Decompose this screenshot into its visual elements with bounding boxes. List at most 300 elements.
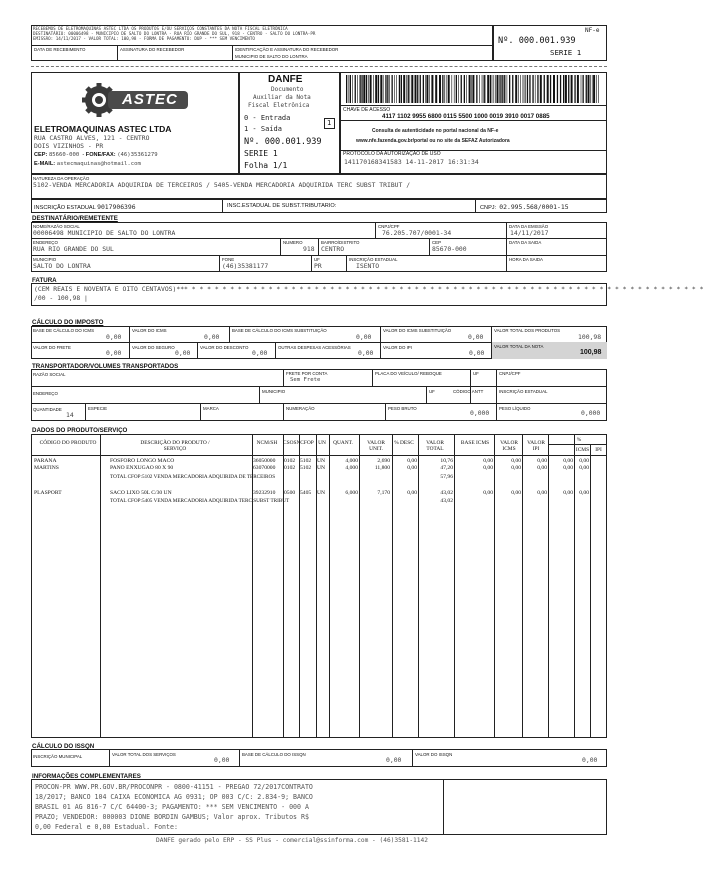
transport-v10 xyxy=(385,403,386,421)
col-cfop-header: CFOP xyxy=(300,440,314,446)
col-desc-pct-header: % DESC xyxy=(394,440,414,446)
barcode-bar xyxy=(373,75,374,103)
ie-label: INSCRIÇÃO ESTADUAL xyxy=(34,205,96,211)
extra-section: INFORMAÇÕES COMPLEMENTARES xyxy=(32,773,141,780)
product-cell-un: UN xyxy=(317,490,326,496)
barcode-bar xyxy=(590,75,591,103)
emitter-email-line xyxy=(34,161,141,167)
products-column-line xyxy=(494,434,495,738)
transport-city-label: MUNICIPIO xyxy=(262,389,286,394)
emitter-name: ELETROMAQUINAS ASTEC LTDA xyxy=(34,124,172,134)
ie-vdiv-1 xyxy=(222,199,223,213)
barcode-bar xyxy=(532,75,533,103)
extra-vdiv xyxy=(443,779,444,835)
tax-other-label: OUTRAS DESPESAS ACESSÓRIAS xyxy=(278,345,351,350)
barcode-bar xyxy=(483,75,484,103)
col-base-header: BASE ICMS xyxy=(460,440,490,446)
issqn-v1 xyxy=(109,749,110,767)
product-cell-code: PARANA xyxy=(34,458,57,464)
products-header-line xyxy=(31,455,607,456)
emitter-cep-line: CEP: 85660-000 - FONE/FAX: (46)35361279 xyxy=(34,152,158,158)
barcode xyxy=(344,75,602,103)
recipient-cnpj-label: CNPJ/CPF xyxy=(378,224,400,229)
barcode-bar xyxy=(456,75,457,103)
barcode-bar xyxy=(583,75,584,103)
barcode-bar xyxy=(380,75,382,103)
nature-label: NATUREZA DA OPERAÇÃO xyxy=(33,176,90,181)
barcode-bar xyxy=(479,75,480,103)
tax-insurance-label: VALOR DO SEGURO xyxy=(132,345,175,350)
barcode-bar xyxy=(497,75,499,103)
transport-v6 xyxy=(426,386,427,403)
barcode-bar xyxy=(350,75,351,103)
barcode-bar xyxy=(500,75,501,103)
barcode-bar xyxy=(461,75,462,103)
tax-icms-label: VALOR DO ICMS xyxy=(132,328,167,333)
barcode-bar xyxy=(547,75,549,103)
barcode-bar xyxy=(368,75,369,103)
product-cell-cst: 0102 xyxy=(284,465,296,471)
danfe-serie: SERIE 1 xyxy=(244,149,278,158)
barcode-bar xyxy=(523,75,524,103)
recipient-address-label: ENDEREÇO xyxy=(33,240,58,245)
recipient-ie: ISENTO xyxy=(356,262,380,270)
barcode-bar xyxy=(544,75,545,103)
transport-gross-label: PESO BRUTO xyxy=(388,406,417,411)
product-cell-cst: 0102 xyxy=(284,458,296,464)
barcode-bar xyxy=(346,75,347,103)
barcode-bar xyxy=(515,75,517,103)
recipient-v2 xyxy=(506,222,507,272)
barcode-bar xyxy=(472,75,474,103)
receipt-vdiv-1 xyxy=(117,45,118,61)
barcode-bar xyxy=(389,75,390,103)
cnpj-label: CNPJ: xyxy=(480,205,497,211)
barcode-bar xyxy=(446,75,447,103)
recipient-exit-label: DATA DA SAIDA xyxy=(509,240,542,245)
barcode-bar xyxy=(423,75,424,103)
tax-total-label: VALOR TOTAL DA NOTA xyxy=(494,344,544,349)
barcode-bar xyxy=(444,75,445,103)
tax-base-st-label: BASE DE CÁLCULO DO ICMS SUBSTITUIÇÃO xyxy=(232,328,327,333)
barcode-bar xyxy=(366,75,367,103)
recipient-v4 xyxy=(318,238,319,255)
transport-v4 xyxy=(496,369,497,403)
products-section: DADOS DO PRODUTO/SERVIÇO xyxy=(32,427,128,434)
danfe-line1: Documento xyxy=(271,86,304,93)
issqn-base-label: BASE DE CÁLCULO DO ISSQN xyxy=(242,752,306,757)
product-cell-unit: 2,690 xyxy=(377,458,390,464)
tax-other: 0,00 xyxy=(358,349,374,357)
invoice-line2: /00 - 100,98 | xyxy=(34,294,88,302)
issqn-v2 xyxy=(239,749,240,767)
recipient-cep: 85670-000 xyxy=(432,245,467,253)
tax-section: CÁLCULO DO IMPOSTO xyxy=(32,319,104,326)
product-cell-cfop: 5405 xyxy=(300,490,312,496)
col-un-header: UN xyxy=(318,440,326,446)
receipt-divider xyxy=(31,45,493,46)
barcode-bar xyxy=(577,75,579,103)
barcode-bar xyxy=(410,75,411,103)
transport-cnpj-label: CNPJ/CPF xyxy=(499,371,521,376)
barcode-bar xyxy=(394,75,395,103)
product-cell-cfop: 5102 xyxy=(300,465,312,471)
barcode-bar xyxy=(399,75,400,103)
product-cell-ncm: 63070000 xyxy=(253,465,276,471)
receipt-text-line2: DESTINATÁRIO: 00006498 - MUNICIPIO DE SALTO DO LONTRA - RUA RIO GRANDE DO SUL, 918 - CENTRO - SALTO DO LONTRA-PR xyxy=(33,31,316,36)
col-picms-header: ICMS xyxy=(575,447,590,453)
protocol-value: 141170168341583 14-11-2017 16:31:34 xyxy=(344,158,479,166)
barcode-bar xyxy=(349,75,350,103)
tax-ipi: 0,00 xyxy=(469,349,485,357)
product-cell-pipi: 0,00 xyxy=(579,458,589,464)
transport-v7 xyxy=(85,403,86,421)
barcode-bar xyxy=(504,75,505,103)
product-cell-base: 0,00 xyxy=(483,465,493,471)
recipient-emission-label: DATA DA EMISSÃO xyxy=(509,224,549,229)
product-cell-total: 47,20 xyxy=(440,465,453,471)
ie-value: 9017906396 xyxy=(97,203,136,211)
recipient-number-label: NUMERO xyxy=(283,240,303,245)
barcode-bar xyxy=(361,75,362,103)
product-cell-total: 57,96 xyxy=(440,474,453,480)
invoice-line1: (CEM REAIS E NOVENTA E OITO CENTAVOS)*** * * * * * * * * * * * * * * * * * * * * * * * * * * * * * * * * * * * * * * * * * * * * * * * * * * * * * * * * * * * * * * * * * * * xyxy=(34,285,703,293)
barcode-bar xyxy=(411,75,413,103)
barcode-bar xyxy=(425,75,426,103)
barcode-bar xyxy=(448,75,450,103)
access-key-label: CHAVE DE ACESSO xyxy=(343,107,391,113)
receipt-ident-value: MUNICIPIO DE SALTO DO LONTRA xyxy=(235,54,308,59)
extra-line5: 0,00 Federal e 0,00 Estadual. Fonte: xyxy=(35,823,178,831)
extra-line1: PROCON-PR WWW.PR.GOV.BR/PROCONPR - 0800-41151 - PREGAO 72/2017CONTRATO xyxy=(35,783,313,791)
barcode-bar xyxy=(363,75,365,103)
transport-section: TRANSPORTADOR/VOLUMES TRANSPORTADOS xyxy=(32,363,179,370)
product-cell-icms: 0,00 xyxy=(511,458,521,464)
danfe-folha: Folha 1/1 xyxy=(244,161,288,170)
barcode-bar xyxy=(494,75,495,103)
product-cell-ipi: 0,00 xyxy=(537,465,547,471)
transport-net-label: PESO LÍQUIDO xyxy=(499,406,531,411)
barcode-bar xyxy=(352,75,353,103)
barcode-bar xyxy=(563,75,564,103)
emitter-cep: 85660-000 xyxy=(48,152,80,158)
barcode-bar xyxy=(385,75,386,103)
barcode-bar xyxy=(383,75,384,103)
recipient-hl-1 xyxy=(31,238,607,239)
recipient-hl-2 xyxy=(31,255,607,256)
barcode-bar xyxy=(392,75,393,103)
barcode-bar xyxy=(420,75,421,103)
barcode-bar xyxy=(593,75,595,103)
product-cell-cst: 0500 xyxy=(284,490,296,496)
col-code-header: CÓDIGO DO PRODUTO xyxy=(39,440,97,446)
tax-ipi-label: VALOR DO IPI xyxy=(383,345,412,350)
recipient-v1 xyxy=(375,222,376,238)
barcode-bar xyxy=(370,75,372,103)
product-cell-total: 10,76 xyxy=(440,458,453,464)
barcode-bar xyxy=(581,75,582,103)
tax-v8 xyxy=(380,342,381,359)
transport-name-label: RAZÃO SOCIAL xyxy=(33,372,66,377)
transport-v8 xyxy=(200,403,201,421)
receipt-text xyxy=(33,26,488,41)
recipient-phone-label: FONE xyxy=(222,257,235,262)
tax-v1 xyxy=(129,326,130,342)
products-column-line xyxy=(574,434,575,738)
danfe-number: Nº. 000.001.939 xyxy=(244,137,322,147)
barcode-bar xyxy=(557,75,558,103)
barcode-bar xyxy=(471,75,472,103)
product-cell-qty: 4,000 xyxy=(345,465,358,471)
product-cell-un: UN xyxy=(317,458,326,464)
transport-freight-label: FRETE POR CONTA xyxy=(286,371,328,376)
product-cell-ncm: 39232910 xyxy=(253,490,276,496)
tax-freight: 0,00 xyxy=(106,349,122,357)
recipient-address: RUA RIO GRANDE DO SUL xyxy=(33,245,114,253)
barcode-bar xyxy=(469,75,471,103)
recipient-cnpj: 76.205.707/0001-34 xyxy=(382,229,452,237)
recipient-name: 00006498 MUNICIPIO DE SALTO DO LONTRA xyxy=(33,229,176,237)
receipt-date-label: DATA DE RECEBIMENTO xyxy=(34,47,86,52)
barcode-bar xyxy=(524,75,525,103)
danfe-saida: 1 - Saída xyxy=(244,125,282,133)
tax-icms-st-label: VALOR DO ICMS SUBSTITUIÇÃO xyxy=(383,328,452,333)
access-divider-1 xyxy=(340,120,607,121)
barcode-bar xyxy=(482,75,483,103)
product-cell-code: MARTINS xyxy=(34,465,59,471)
recipient-city-label: MUNICIPIO xyxy=(33,257,57,262)
recipient-uf: PR xyxy=(314,262,322,270)
barcode-bar xyxy=(464,75,465,103)
access-consult-2: www.nfe.fazenda.gov.br/portal ou no site da SEFAZ Autorizadora xyxy=(356,138,510,144)
product-cell-ipi: 0,00 xyxy=(537,458,547,464)
tax-products: 100,98 xyxy=(578,333,602,341)
product-cell-desc: FOSFORO LONGO MACO xyxy=(110,458,175,464)
receipt-vdiv-2 xyxy=(232,45,233,61)
recipient-city: SALTO DO LONTRA xyxy=(33,262,91,270)
tax-discount-label: VALOR DO DESCONTO xyxy=(200,345,249,350)
barcode-bar xyxy=(452,75,453,103)
product-cell-cfop: 5102 xyxy=(300,458,312,464)
product-cell-base: 0,00 xyxy=(483,490,493,496)
product-cell-qty: 4,000 xyxy=(345,458,358,464)
barcode-bar xyxy=(598,75,599,103)
barcode-bar xyxy=(360,75,361,103)
product-cell-disc: 0,00 xyxy=(407,465,417,471)
col-ipi-header: VALOR IPI xyxy=(527,440,545,452)
recipient-cep-label: CEP xyxy=(432,240,442,245)
products-column-line xyxy=(454,434,455,738)
products-column-line xyxy=(522,434,523,738)
tax-v7 xyxy=(275,342,276,359)
transport-species-label: ESPECIE xyxy=(88,406,108,411)
barcode-bar xyxy=(396,75,397,103)
barcode-bar xyxy=(375,75,377,103)
issqn-value: 0,00 xyxy=(582,756,598,764)
barcode-bar xyxy=(586,75,587,103)
product-cell-code: PLASPORT xyxy=(34,490,62,496)
transport-freight: Sem Frete xyxy=(290,377,321,383)
barcode-bar xyxy=(592,75,593,103)
issqn-v3 xyxy=(412,749,413,767)
barcode-bar xyxy=(355,75,356,103)
product-cell-picms: 0,00 xyxy=(563,490,573,496)
barcode-bar xyxy=(512,75,513,103)
product-cell-icms: 0,00 xyxy=(511,465,521,471)
access-consult-1: Consulta de autenticidade no portal nacional da NF-e xyxy=(372,128,499,134)
col-unit-header: VALOR UNIT. xyxy=(367,440,385,452)
recipient-phone: (46)35381177 xyxy=(222,262,269,270)
barcode-bar xyxy=(439,75,441,103)
product-cell-ipi: 0,00 xyxy=(537,490,547,496)
tax-icms: 0,00 xyxy=(204,333,220,341)
tax-base-icms: 0,00 xyxy=(106,333,122,341)
tax-base-icms-label: BASE DE CÁLCULO DO ICMS xyxy=(33,328,94,333)
transport-gross: 0,000 xyxy=(470,409,490,417)
footer-text: DANFE gerado pelo ERP - SS Plus - comercial@ssinforma.com - (46)3581-1142 xyxy=(156,837,428,844)
transport-v1 xyxy=(283,369,284,386)
emitter-city: DOIS VIZINHOS - PR xyxy=(34,142,104,150)
product-cell-picms: 0,00 xyxy=(563,465,573,471)
tax-total: 100,98 xyxy=(580,349,602,356)
barcode-bar xyxy=(387,75,388,103)
tax-v2 xyxy=(229,326,230,342)
invoice-section: FATURA xyxy=(32,277,57,284)
emitter-phone-label: FONE/FAX: xyxy=(85,152,116,158)
transport-qty: 14 xyxy=(66,411,74,419)
cut-line xyxy=(31,66,607,67)
danfe-line2: Auxiliar da Nota xyxy=(253,94,311,101)
barcode-bar xyxy=(571,75,573,103)
product-cell-base: 0,00 xyxy=(483,458,493,464)
recipient-v3 xyxy=(280,238,281,255)
transport-v2 xyxy=(372,369,373,386)
product-cell-picms: 0,00 xyxy=(563,458,573,464)
barcode-bar xyxy=(484,75,485,103)
barcode-bar xyxy=(518,75,519,103)
tax-insurance: 0,00 xyxy=(175,349,191,357)
protocol-label: PROTOCOLO DA AUTORIZAÇÃO DE USO xyxy=(343,151,441,157)
transport-v11 xyxy=(496,403,497,421)
tax-icms-st: 0,00 xyxy=(468,333,484,341)
transport-uf-label: UF xyxy=(473,371,479,376)
access-key: 4117 1102 9955 6800 0115 5500 1000 0019 3910 0017 0885 xyxy=(382,113,550,120)
transport-ie-label: INSCRIÇÃO ESTADUAL xyxy=(499,389,548,394)
danfe-title: DANFE xyxy=(268,74,303,85)
product-cell-total: 43,02 xyxy=(440,498,453,504)
barcode-bar xyxy=(401,75,402,103)
product-cell-qty: 6,000 xyxy=(345,490,358,496)
product-cell-pipi: 0,00 xyxy=(579,490,589,496)
col-pipi-header: IPI xyxy=(595,447,602,453)
barcode-bar xyxy=(476,75,477,103)
barcode-bar xyxy=(435,75,437,103)
transport-v9 xyxy=(283,403,284,421)
recipient-ie-label: INSCRIÇÃO ESTADUAL xyxy=(349,257,398,262)
tax-products-label: VALOR TOTAL DOS PRODUTOS xyxy=(494,328,561,333)
recipient-hour-label: HORA DA SAIDA xyxy=(509,257,543,262)
product-cell-unit: 7,170 xyxy=(377,490,390,496)
transport-numbering-label: NUMERAÇÃO xyxy=(286,406,315,411)
tax-base-st: 0,00 xyxy=(356,333,372,341)
receipt-text-line3: EMISSÃO: 14/11/2017 - VALOR TOTAL: 100,98 - FORMA DE PAGAMENTO: DUP - *** SEM VENCIMENTO xyxy=(33,36,255,41)
tax-v5 xyxy=(129,342,130,359)
col-qty-header: QUANT. xyxy=(333,440,353,446)
barcode-bar xyxy=(525,75,526,103)
barcode-bar xyxy=(495,75,496,103)
barcode-bar xyxy=(502,75,503,103)
extra-line3: BRASIL 01 AG 816-7 C/C 64400-3; PAGAMENTO: *** SEM VENCIMENTO - 000 A xyxy=(35,803,309,811)
col-total-header: VALOR TOTAL xyxy=(426,440,444,452)
emitter-address: RUA CASTRO ALVES, 121 - CENTRO xyxy=(34,134,150,142)
danfe-type: 1 xyxy=(327,119,332,127)
col-icms-header: VALOR ICMS xyxy=(500,440,518,452)
barcode-bar xyxy=(537,75,538,103)
tax-v6 xyxy=(197,342,198,359)
transport-brand-label: MARCA xyxy=(203,406,219,411)
barcode-bar xyxy=(454,75,455,103)
barcode-bar xyxy=(357,75,358,103)
products-pct-line xyxy=(548,444,607,445)
recipient-district: CENTRO xyxy=(321,245,345,253)
product-cell-icms: 0,00 xyxy=(511,490,521,496)
product-cell-desc: SACO LIXO 50L C/30 UN xyxy=(110,490,172,496)
tax-v3 xyxy=(380,326,381,342)
transport-net: 0,000 xyxy=(581,409,601,417)
issqn-im-label: INSCRIÇÃO MUNICIPAL xyxy=(33,754,83,759)
barcode-bar xyxy=(415,75,417,103)
barcode-bar xyxy=(553,75,555,103)
products-column-line xyxy=(590,444,591,738)
barcode-bar xyxy=(574,75,575,103)
barcode-bar xyxy=(490,75,491,103)
product-cell-ncm: 36050000 xyxy=(253,458,276,464)
issqn-value-label: VALOR DO ISSQN xyxy=(415,752,453,757)
issqn-services: 0,00 xyxy=(214,756,230,764)
cnpj-line xyxy=(480,203,569,211)
col-pct-header: % xyxy=(576,437,582,443)
barcode-bar xyxy=(417,75,418,103)
transport-v3 xyxy=(470,369,471,403)
recipient-v7 xyxy=(311,255,312,272)
barcode-bar xyxy=(540,75,542,103)
issqn-base: 0,00 xyxy=(386,756,402,764)
issqn-section: CÁLCULO DO ISSQN xyxy=(32,743,95,750)
barcode-bar xyxy=(550,75,551,103)
recipient-v5 xyxy=(429,238,430,255)
product-cell-disc: 0,00 xyxy=(407,458,417,464)
barcode-bar xyxy=(429,75,430,103)
barcode-bar xyxy=(406,75,407,103)
receipt-sign-label: ASSINATURA DO RECEBEDOR xyxy=(120,47,185,52)
danfe-entrada: 0 - Entrada xyxy=(244,114,291,122)
barcode-bar xyxy=(408,75,409,103)
col-desc-header: DESCRIÇÃO DO PRODUTO / SERVIÇO xyxy=(140,440,210,452)
barcode-bar xyxy=(560,75,561,103)
barcode-bar xyxy=(378,75,379,103)
product-cell-desc: TOTAL CFOP:5405 VENDA MERCADORIA ADQUIRIDA TERC SUBST TRIBUT xyxy=(110,498,290,504)
products-column-line xyxy=(548,434,549,738)
receipt-ident-label: IDENTIFICAÇÃO E ASSINATURA DO RECEBEDOR xyxy=(235,47,339,52)
recipient-district-label: BAIRRO/DISTRITO xyxy=(321,240,360,245)
barcode-bar xyxy=(565,75,567,103)
barcode-bar xyxy=(442,75,443,103)
barcode-bar xyxy=(509,75,510,103)
barcode-bar xyxy=(588,75,590,103)
receipt-nfe-number: Nº. 000.001.939 xyxy=(498,36,576,46)
barcode-bar xyxy=(426,75,428,103)
barcode-bar xyxy=(529,75,530,103)
